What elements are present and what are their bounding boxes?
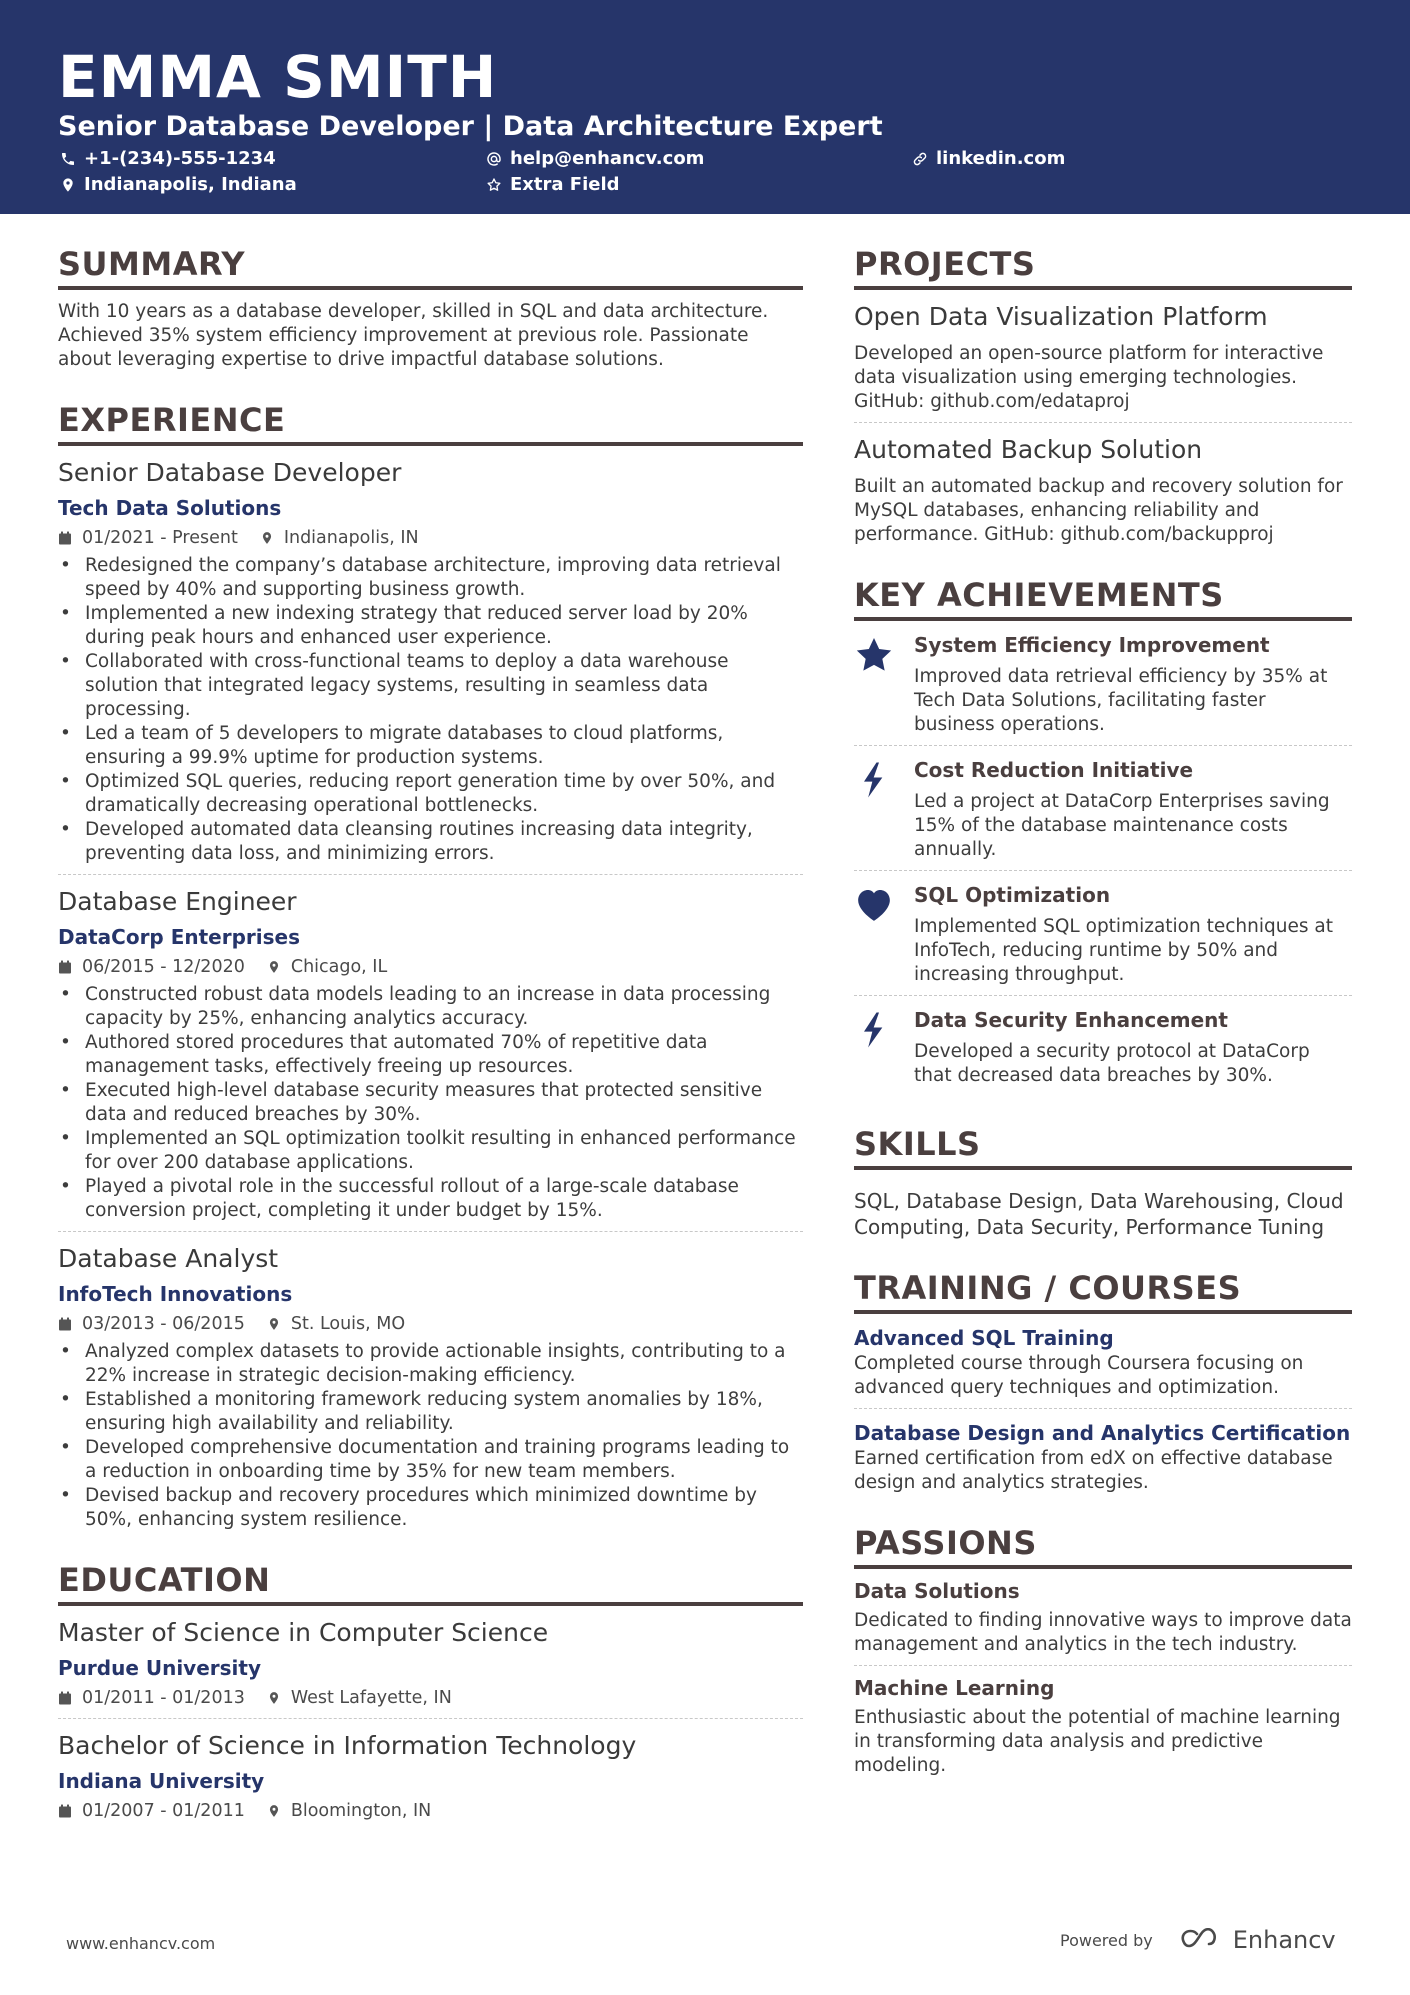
project-item	[854, 433, 1352, 547]
experience-item	[58, 1242, 803, 1532]
email-text: help@enhancv.com	[510, 148, 705, 169]
training-heading: TRAINING / COURSES	[854, 1268, 1352, 1314]
bullet-item: • Optimized SQL queries, reducing report generation time by over 50%, and dramatically decreasing operational bottlenecks.	[58, 770, 803, 818]
project-item	[854, 300, 1352, 423]
education-meta	[58, 1686, 803, 1710]
location-pin-icon	[267, 1804, 281, 1818]
calendar-icon	[58, 531, 72, 545]
bullet-item: • Redesigned the company’s database architecture, improving data retrieval speed by 40% and supporting business growth.	[58, 554, 803, 602]
education-section	[58, 1560, 803, 1823]
skills-heading: SKILLS	[854, 1124, 1352, 1170]
training-section	[854, 1268, 1352, 1495]
candidate-name: EMMA SMITH	[58, 43, 498, 111]
passion-title: Data Solutions	[854, 1579, 1020, 1603]
star-outline-icon	[486, 177, 502, 193]
passion-item	[854, 1674, 1352, 1778]
bullet-item: • Developed automated data cleansing routines increasing data integrity, preventing data loss, and minimizing errors.	[58, 818, 803, 866]
bullet-item: • Executed high-level database security measures that protected sensitive data and reduced breaches by 30%.	[58, 1079, 803, 1127]
achievements-section	[854, 575, 1352, 1096]
skills-section	[854, 1124, 1352, 1240]
footer-website[interactable]: www.enhancv.com	[66, 1934, 216, 1953]
left-column	[58, 244, 803, 1851]
candidate-title: Senior Database Developer | Data Architecture Expert	[58, 111, 883, 142]
achievement-title: Data Security Enhancement	[914, 1008, 1228, 1032]
calendar-icon	[58, 1691, 72, 1705]
calendar-icon	[58, 960, 72, 974]
job-dates: 01/2021 - Present	[82, 528, 238, 548]
degree-title: Master of Science in Computer Science	[58, 1618, 549, 1647]
school-name: Indiana University	[58, 1769, 265, 1793]
bullet-item: • Devised backup and recovery procedures which minimized downtime by 50%, enhancing system resilience.	[58, 1484, 803, 1532]
job-dates: 06/2015 - 12/2020	[82, 957, 245, 977]
company-name: DataCorp Enterprises	[58, 925, 301, 949]
calendar-icon	[58, 1317, 72, 1331]
item-divider	[854, 1665, 1352, 1666]
achievement-title: System Efficiency Improvement	[914, 633, 1270, 657]
link-icon	[912, 151, 928, 167]
bullet-item: • Played a pivotal role in the successful rollout of a large-scale database conversion project, completing it under budget by 15%.	[58, 1175, 803, 1223]
course-title: Database Design and Analytics Certification	[854, 1421, 1351, 1445]
job-meta	[58, 1312, 803, 1336]
education-location: Bloomington, IN	[290, 1801, 432, 1821]
achievement-item	[854, 746, 1352, 870]
passions-section	[854, 1523, 1352, 1778]
linkedin-text: linkedin.com	[936, 148, 1066, 169]
achievement-item	[854, 996, 1352, 1096]
job-bullets	[58, 1340, 803, 1532]
projects-section	[854, 244, 1352, 547]
location-pin-icon	[267, 1317, 281, 1331]
skills-text: SQL, Database Design, Data Warehousing, Cloud Computing, Data Security, Performance Tuning	[854, 1189, 1344, 1239]
achievement-title: SQL Optimization	[914, 883, 1111, 907]
bullet-item: • Analyzed complex datasets to provide actionable insights, contributing to a 22% increase in strategic decision-making efficiency.	[58, 1340, 803, 1388]
bullet-item: • Developed comprehensive documentation and training programs leading to a reduction in onboarding time by 35% for new team members.	[58, 1436, 803, 1484]
item-divider	[58, 1718, 803, 1719]
bullet-item: • Established a monitoring framework reducing system anomalies by 18%, ensuring high availability and reliability.	[58, 1388, 803, 1436]
course-item	[854, 1419, 1352, 1495]
summary-text: With 10 years as a database developer, skilled in SQL and data architecture. Achieved 35% system efficiency improvement at previous role. Passionate about leveraging expertise to drive impactful database solutions.	[58, 301, 769, 370]
achievement-text: Led a project at DataCorp Enterprises saving 15% of the database maintenance costs annually.	[914, 791, 1330, 860]
job-location: Chicago, IL	[290, 957, 388, 977]
education-item	[58, 1616, 803, 1719]
achievement-text: Improved data retrieval efficiency by 35% at Tech Data Solutions, facilitating faster business operations.	[914, 666, 1328, 735]
summary-section	[58, 244, 803, 372]
experience-section	[58, 400, 803, 1532]
education-location: West Lafayette, IN	[290, 1688, 452, 1708]
achievements-heading: KEY ACHIEVEMENTS	[854, 575, 1352, 621]
item-divider	[58, 874, 803, 875]
achievement-item	[854, 621, 1352, 745]
contact-location	[60, 173, 297, 197]
company-name: Tech Data Solutions	[58, 496, 282, 520]
footer-branding[interactable]	[1060, 1926, 1336, 1954]
resume-header	[0, 0, 1410, 214]
job-meta	[58, 526, 803, 550]
job-meta	[58, 955, 803, 979]
project-title: Open Data Visualization Platform	[854, 302, 1268, 331]
bullet-item: • Led a team of 5 developers to migrate databases to cloud platforms, ensuring a 99.9% uptime for production systems.	[58, 722, 803, 770]
course-item	[854, 1324, 1352, 1409]
passion-title: Machine Learning	[854, 1676, 1055, 1700]
degree-title: Bachelor of Science in Information Technology	[58, 1731, 637, 1760]
bullet-item: • Collaborated with cross-functional teams to deploy a data warehouse solution that integrated legacy systems, resulting in seamless data processing.	[58, 650, 803, 722]
bolt-icon	[854, 756, 914, 862]
achievement-text: Implemented SQL optimization techniques at InfoTech, reducing runtime by 50% and increasing throughput.	[914, 916, 1333, 985]
phone-text: +1-(234)-555-1234	[84, 148, 276, 169]
job-bullets	[58, 554, 803, 866]
education-dates: 01/2007 - 01/2011	[82, 1801, 245, 1821]
item-divider	[854, 422, 1352, 423]
extra-field-text: Extra Field	[510, 174, 620, 195]
job-location: Indianapolis, IN	[283, 528, 419, 548]
enhancv-logo	[1177, 1926, 1336, 1954]
education-heading: EDUCATION	[58, 1560, 803, 1606]
right-column	[854, 244, 1352, 1806]
bullet-item: • Implemented a new indexing strategy that reduced server load by 20% during peak hours and enhanced user experience.	[58, 602, 803, 650]
location-pin-icon	[260, 531, 274, 545]
item-divider	[854, 1408, 1352, 1409]
contact-email[interactable]	[486, 147, 704, 171]
projects-heading: PROJECTS	[854, 244, 1352, 290]
project-title: Automated Backup Solution	[854, 435, 1203, 464]
contact-extra	[486, 173, 620, 197]
achievement-text: Developed a security protocol at DataCorp that decreased data breaches by 30%.	[914, 1041, 1310, 1086]
bolt-icon	[854, 1006, 914, 1088]
heart-icon	[854, 881, 914, 987]
bullet-item: • Constructed robust data models leading to an increase in data processing capacity by 25%, enhancing analytics accuracy.	[58, 983, 803, 1031]
location-pin-icon	[60, 177, 76, 193]
item-divider	[58, 1231, 803, 1232]
project-text: Developed an open-source platform for interactive data visualization using emerging technologies. GitHub: github.com/edataproj	[854, 343, 1324, 412]
passion-text: Dedicated to finding innovative ways to improve data management and analytics in the tech industry.	[854, 1610, 1352, 1655]
company-name: InfoTech Innovations	[58, 1282, 293, 1306]
job-dates: 03/2013 - 06/2015	[82, 1314, 245, 1334]
at-icon	[486, 151, 502, 167]
school-name: Purdue University	[58, 1656, 261, 1680]
education-dates: 01/2011 - 01/2013	[82, 1688, 245, 1708]
bullet-item: • Authored stored procedures that automated 70% of repetitive data management tasks, effectively freeing up resources.	[58, 1031, 803, 1079]
enhancv-logo-icon	[1177, 1928, 1225, 1952]
achievement-item	[854, 871, 1352, 995]
job-title: Database Engineer	[58, 887, 297, 916]
achievement-title: Cost Reduction Initiative	[914, 758, 1194, 782]
location-pin-icon	[267, 960, 281, 974]
course-text: Completed course through Coursera focusing on advanced query techniques and optimization.	[854, 1353, 1304, 1398]
location-text: Indianapolis, Indiana	[84, 174, 297, 195]
job-location: St. Louis, MO	[290, 1314, 406, 1334]
enhancv-logo-text: Enhancv	[1232, 1926, 1336, 1954]
passion-text: Enthusiastic about the potential of machine learning in transforming data analysis and predictive modeling.	[854, 1707, 1341, 1776]
education-meta	[58, 1799, 803, 1823]
project-text: Built an automated backup and recovery solution for MySQL databases, enhancing reliability and performance. GitHub: github.com/backupproj	[854, 476, 1343, 545]
star-icon	[854, 631, 914, 737]
course-text: Earned certification from edX on effective database design and analytics strategies.	[854, 1448, 1333, 1493]
powered-by-text: Powered by	[1060, 1930, 1153, 1950]
job-bullets	[58, 983, 803, 1223]
experience-heading: EXPERIENCE	[58, 400, 803, 446]
location-pin-icon	[267, 1691, 281, 1705]
job-title: Database Analyst	[58, 1244, 279, 1273]
experience-item	[58, 456, 803, 875]
experience-item	[58, 885, 803, 1232]
passions-heading: PASSIONS	[854, 1523, 1352, 1569]
bullet-item: • Implemented an SQL optimization toolkit resulting in enhanced performance for over 200 database applications.	[58, 1127, 803, 1175]
course-title: Advanced SQL Training	[854, 1326, 1114, 1350]
education-item	[58, 1729, 803, 1823]
phone-icon	[60, 151, 76, 167]
calendar-icon	[58, 1804, 72, 1818]
passion-item	[854, 1577, 1352, 1666]
contact-phone[interactable]	[60, 147, 276, 171]
job-title: Senior Database Developer	[58, 458, 402, 487]
summary-heading: SUMMARY	[58, 244, 803, 290]
contact-linkedin[interactable]	[912, 147, 1065, 171]
